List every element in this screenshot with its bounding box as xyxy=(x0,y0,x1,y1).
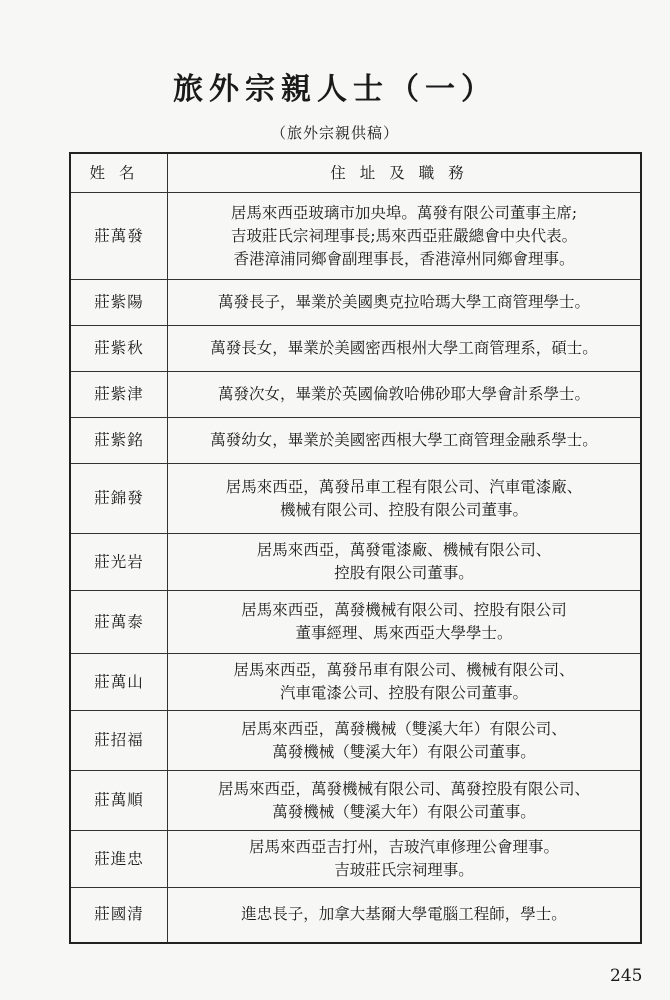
member-info xyxy=(168,372,642,418)
member-info xyxy=(168,418,642,464)
info-line: 居馬來西亞，萬發吊車工程有限公司、汽車電漆廠、 xyxy=(225,477,583,496)
member-name: 莊錦發 xyxy=(70,464,168,534)
info-line: 居馬來西亞，萬發機械（雙溪大年）有限公司、 xyxy=(241,719,567,738)
info-line: 萬發長子，畢業於美國奧克拉哈瑪大學工商管理學士。 xyxy=(217,293,590,311)
table-row xyxy=(70,888,641,943)
table-row xyxy=(70,326,641,372)
table-row xyxy=(70,193,641,280)
info-line: 進忠長子，加拿大基爾大學電腦工程師，學士。 xyxy=(241,905,567,924)
table-row xyxy=(70,372,641,418)
info-line: 董事經理、馬來西亞大學學士。 xyxy=(295,624,513,642)
info-line: 居馬來西亞吉打州，吉玻汽車修理公會理事。 xyxy=(248,838,559,856)
member-name: 莊紫銘 xyxy=(70,418,168,464)
member-name: 莊萬發 xyxy=(70,193,168,280)
member-info xyxy=(168,464,642,534)
info-line: 機械有限公司、控股有限公司董事。 xyxy=(279,500,528,519)
table-row xyxy=(70,280,641,326)
member-info xyxy=(168,591,642,654)
member-name: 莊進忠 xyxy=(70,831,168,888)
info-line: 控股有限公司董事。 xyxy=(334,564,474,582)
info-line: 萬發機械（雙溪大年）有限公司董事。 xyxy=(272,802,536,821)
info-line: 居馬來西亞，萬發電漆廠、機械有限公司、 xyxy=(256,541,552,559)
table-row xyxy=(70,711,641,771)
header-info: 住址及職務 xyxy=(168,153,642,193)
info-line: 汽車電漆公司、控股有限公司董事。 xyxy=(279,684,528,702)
members-table xyxy=(69,152,642,944)
member-name: 莊萬泰 xyxy=(70,591,168,654)
source-note: （旅外宗親供稿） xyxy=(270,124,399,142)
info-line: 萬發機械（雙溪大年）有限公司董事。 xyxy=(272,742,536,761)
member-info xyxy=(168,654,642,711)
member-info xyxy=(168,193,642,280)
info-line: 萬發次女，畢業於英國倫敦哈佛砂耶大學會計系學士。 xyxy=(217,385,590,403)
member-info xyxy=(168,831,642,888)
member-info xyxy=(168,280,642,326)
info-line: 吉玻莊氏宗祠理事長;馬來西亞莊嚴總會中央代表。 xyxy=(230,226,578,245)
member-name: 莊紫秋 xyxy=(70,326,168,372)
member-name: 莊招福 xyxy=(70,711,168,771)
member-name: 莊紫津 xyxy=(70,372,168,418)
table-row xyxy=(70,831,641,888)
header-name: 姓名 xyxy=(70,153,168,193)
member-info xyxy=(168,534,642,591)
member-name: 莊國清 xyxy=(70,888,168,943)
table-body xyxy=(70,193,641,943)
member-name: 莊萬順 xyxy=(70,771,168,831)
member-info xyxy=(168,771,642,831)
member-info xyxy=(168,888,642,943)
table-row xyxy=(70,418,641,464)
table-row xyxy=(70,654,641,711)
info-line: 居馬來西亞，萬發機械有限公司、萬發控股有限公司、 xyxy=(217,779,590,798)
info-line: 萬發幼女，畢業於美國密西根大學工商管理金融系學士。 xyxy=(210,431,598,449)
table-row xyxy=(70,591,641,654)
member-name: 莊光岩 xyxy=(70,534,168,591)
page-title: 旅外宗親人士（一） xyxy=(173,72,497,107)
table-row xyxy=(70,464,641,534)
info-line: 吉玻莊氏宗祠理事。 xyxy=(334,861,474,879)
member-info xyxy=(168,711,642,771)
table-row xyxy=(70,771,641,831)
member-info xyxy=(168,326,642,372)
member-name: 莊紫陽 xyxy=(70,280,168,326)
table-row xyxy=(70,534,641,591)
member-name: 莊萬山 xyxy=(70,654,168,711)
info-line: 香港漳浦同鄉會副理事長，香港漳州同鄉會理事。 xyxy=(233,249,575,268)
table-header-row xyxy=(70,153,641,193)
info-line: 居馬來西亞，萬發吊車有限公司、機械有限公司、 xyxy=(233,661,575,679)
page-number: 245 xyxy=(610,966,643,986)
info-line: 萬發長女，畢業於美國密西根州大學工商管理系，碩士。 xyxy=(210,339,598,357)
info-line: 居馬來西亞，萬發機械有限公司、控股有限公司 xyxy=(241,601,567,619)
info-line: 居馬來西亞玻璃市加央埠。萬發有限公司董事主席; xyxy=(230,203,578,222)
